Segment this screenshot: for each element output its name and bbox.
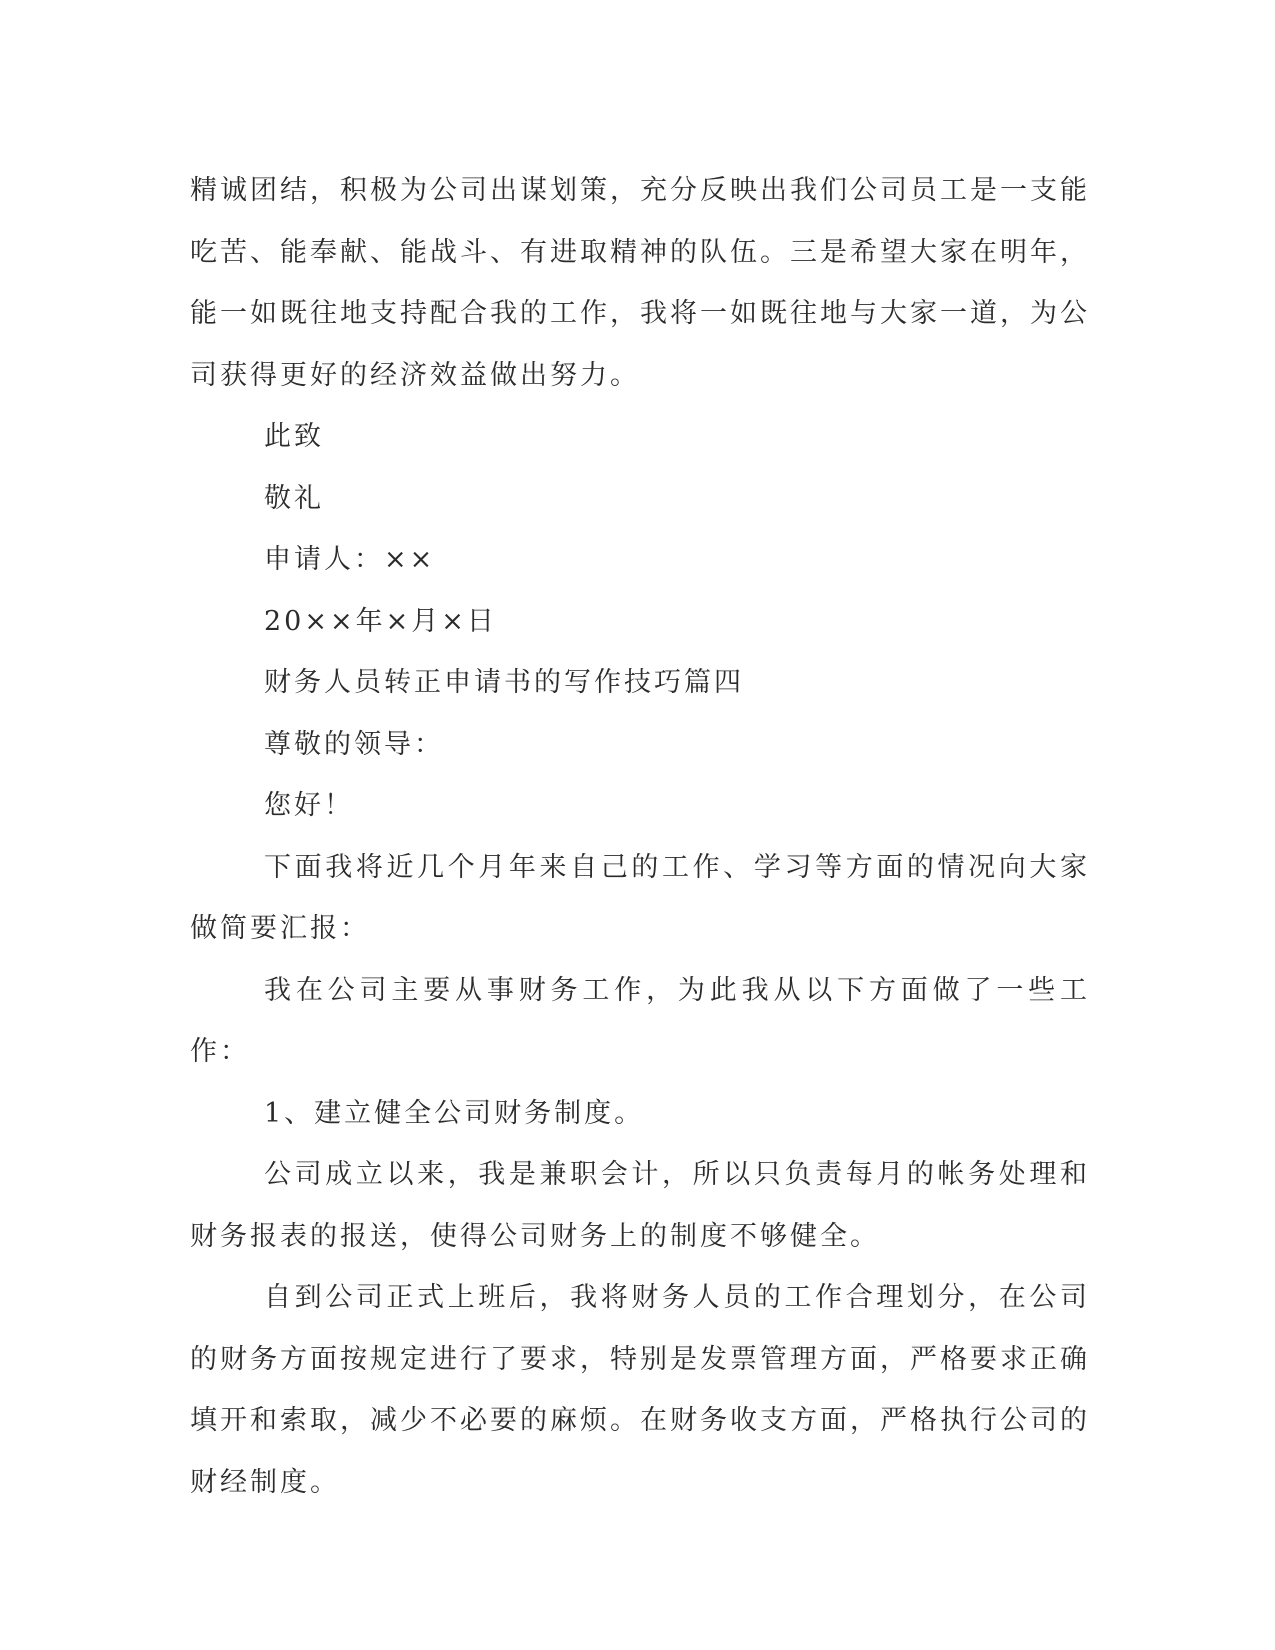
section-title: 财务人员转正申请书的写作技巧篇四 [264,667,744,698]
greeting-addressee: 尊敬的领导： [264,728,444,760]
paragraph-improvements: 自到公司正式上班后，我将财务人员的工作合理划分，在公司的财务方面按规定进行了要求，特别是发票管理方面，严格要求正确填开和索取，减少不必要的麻烦。在财务收支方面，严格执行公司的财经制度。 [190,1282,1090,1498]
document-body [190,160,1090,1513]
paragraph-intro: 下面我将近几个月年来自己的工作、学习等方面的情况向大家做简要汇报： [190,851,1090,944]
paragraph-continued: 精诚团结，积极为公司出谋划策，充分反映出我们公司员工是一支能吃苦、能奉献、能战斗、有进取精神的队伍。三是希望大家在明年，能一如既往地支持配合我的工作，我将一如既往地与大家一道，为公司获得更好的经济效益做出努力。 [190,175,1090,391]
paragraph-background: 公司成立以来，我是兼职会计，所以只负责每月的帐务处理和财务报表的报送，使得公司财务上的制度不够健全。 [190,1159,1090,1252]
closing-salutation: 此致 [264,421,324,452]
date-line: 20××年×月×日 [264,605,497,637]
greeting-hello: 您好！ [264,790,354,821]
list-item-1: 1、建立健全公司财务制度。 [264,1097,645,1129]
closing-regards: 敬礼 [264,482,324,514]
paragraph-work-overview: 我在公司主要从事财务工作，为此我从以下方面做了一些工作： [190,974,1090,1067]
applicant-line: 申请人：×× [264,544,436,575]
